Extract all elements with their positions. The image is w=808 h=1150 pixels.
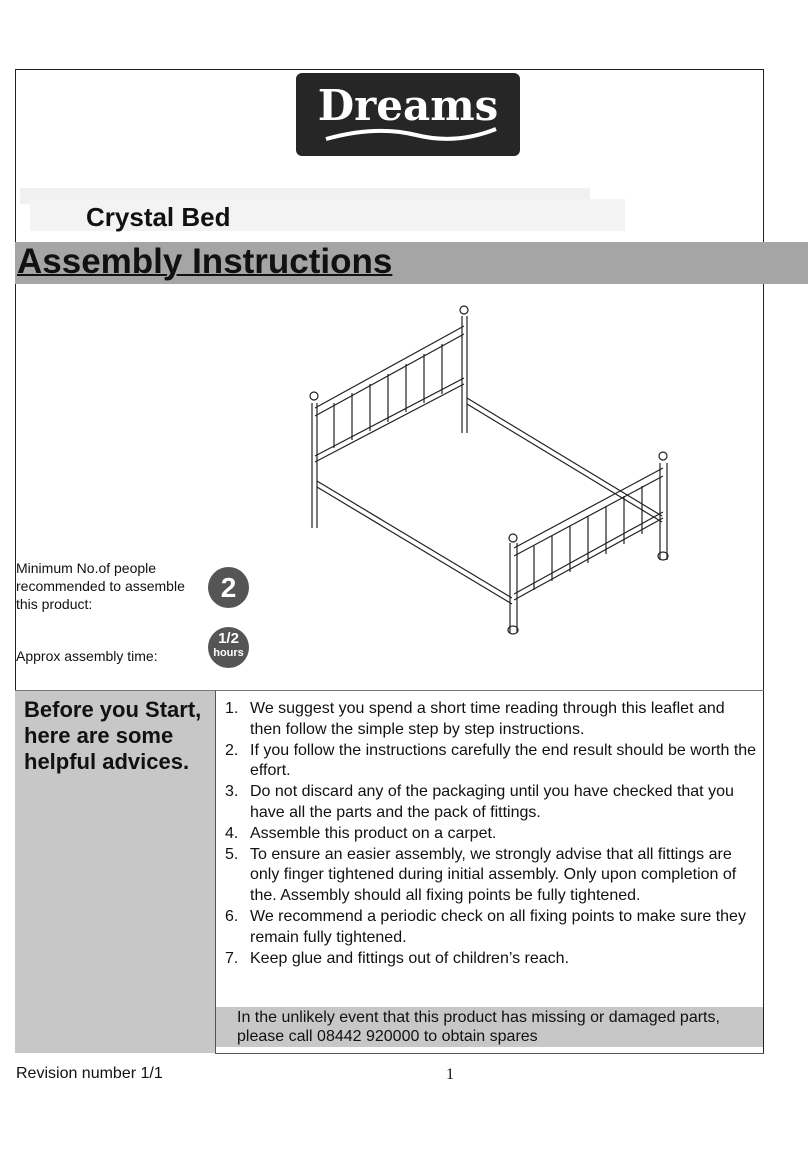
dreams-logo: [296, 73, 520, 156]
people-label: Minimum No.of people recommended to assemble this product:: [16, 560, 185, 612]
item-text: Do not discard any of the packaging until you have checked that you: [250, 783, 734, 801]
page-title: Assembly Instructions: [17, 242, 393, 281]
item-number: 7.: [225, 949, 239, 967]
list-item: [222, 699, 757, 741]
list-item: [222, 907, 757, 949]
revision-number: Revision number 1/1: [16, 1065, 163, 1082]
item-text: We recommend a periodic check on all fixing points to make sure they remain fully tightened.: [250, 907, 746, 946]
item-text: We suggest you spend a short time reading through this leaflet and then follow the simple step by step instructions.: [250, 700, 725, 738]
page-frame-top: [15, 69, 764, 70]
assembly-time-value: 1/2: [218, 630, 239, 647]
item-number: 1.: [225, 700, 239, 717]
list-item: [222, 845, 757, 907]
item-number: 2.: [225, 741, 239, 759]
item-number: 3.: [225, 783, 239, 801]
dreams-logo-mark: [296, 73, 520, 156]
list-item: [222, 824, 757, 845]
item-text: have all the parts and the pack of fittings.: [250, 803, 541, 821]
advice-title: Before you Start, here are some helpful advices.: [24, 697, 202, 774]
people-count-badge: 2: [208, 567, 249, 608]
assembly-time-badge: [208, 627, 249, 668]
instructions-list: [222, 699, 757, 969]
assembly-time-unit: hours: [213, 647, 244, 659]
list-item: [222, 949, 757, 970]
item-text: To ensure an easier assembly, we strongly advise that all fittings are only finger tightened during initial assembly. Only upon completion of the. Assembly should all fixing points be fully tightened.: [250, 845, 737, 905]
item-text: Keep glue and fittings out of children’s reach.: [250, 949, 570, 967]
bed-illustration: [290, 298, 680, 648]
product-title: Crystal Bed: [86, 202, 231, 232]
page-number: 1: [446, 1066, 454, 1083]
item-number: 5.: [225, 845, 239, 863]
item-number: 6.: [225, 907, 239, 925]
list-item: [222, 782, 757, 803]
brand-name: Dreams: [317, 81, 499, 130]
item-number: 4.: [225, 824, 239, 842]
logo-swoosh: [326, 129, 496, 139]
time-label: Approx assembly time:: [16, 648, 158, 664]
list-item: [222, 803, 757, 824]
item-text: Assemble this product on a carpet.: [250, 824, 497, 842]
list-item: [222, 741, 757, 783]
spares-notice: In the unlikely event that this product has missing or damaged parts, please call 08442 920000 to obtain spares: [237, 1009, 720, 1045]
item-text: If you follow the instructions carefully the end result should be worth the effort.: [250, 741, 757, 780]
